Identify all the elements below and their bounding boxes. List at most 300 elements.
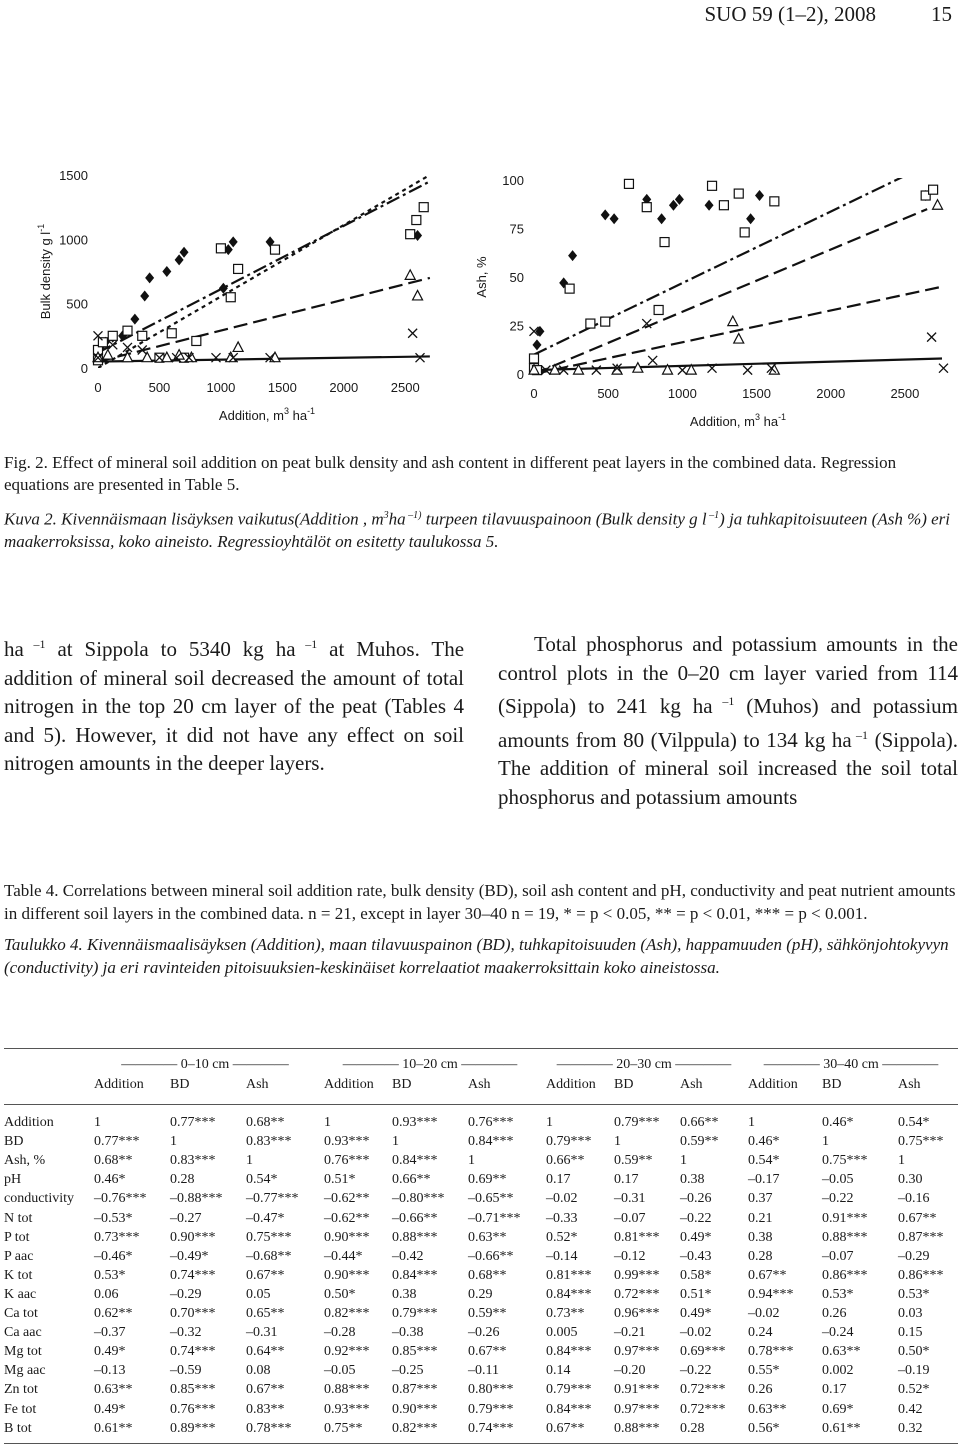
table-row-label: Mg aac [4, 1363, 46, 1379]
table-cell: –0.02 [546, 1191, 578, 1207]
table-cell: 0.80*** [468, 1382, 514, 1398]
table-cell: 0.28 [748, 1248, 773, 1264]
table-cell: 0.28 [680, 1420, 705, 1436]
table-cell: 0.42 [898, 1401, 923, 1417]
table-cell: 0.86*** [822, 1267, 868, 1283]
data-point-diamond [229, 236, 238, 247]
table-cell: 0.91*** [614, 1382, 660, 1398]
figure-caption-fi-sup: 3 [383, 510, 389, 521]
body-text-sup: –1 [23, 637, 46, 651]
data-point-x [927, 333, 936, 342]
table-cell: 0.75*** [898, 1134, 944, 1150]
table-cell: 0.90*** [324, 1229, 370, 1245]
table-cell: 0.93*** [392, 1115, 438, 1130]
regression-line-dashed [534, 209, 927, 374]
table-row-label: K tot [4, 1267, 33, 1283]
table-cell: –0.26 [680, 1191, 712, 1207]
table-cell: –0.12 [614, 1248, 646, 1264]
table-cell: 1 [680, 1153, 687, 1169]
table-cell: 0.74*** [468, 1420, 514, 1436]
table-cell: –0.62** [324, 1191, 370, 1207]
table-cell: 0.82*** [324, 1306, 370, 1321]
table-column-header: Addition [546, 1077, 596, 1092]
table-cell: 0.06 [94, 1286, 119, 1302]
data-point-diamond [705, 200, 714, 211]
table-cell: 0.85*** [170, 1382, 216, 1398]
body-text-left-column [4, 630, 464, 778]
table-bottom-rule [4, 1443, 958, 1444]
table-cell: 1 [546, 1115, 553, 1130]
table-cell: 0.49* [680, 1306, 712, 1321]
data-point-triangle [233, 342, 243, 352]
data-point-square [624, 179, 633, 188]
x-tick-label: 0 [94, 380, 102, 395]
table-cell: –0.44* [324, 1248, 363, 1264]
ash-content-scatter-chart [470, 160, 960, 450]
table-cell: 0.88*** [822, 1229, 868, 1245]
y-axis-label: Ash, % [474, 256, 489, 298]
table-cell: 0.38 [748, 1229, 773, 1245]
table-cell: 1 [614, 1134, 621, 1150]
table-cell: 0.59** [680, 1134, 719, 1150]
body-text-sup: –1 [295, 637, 318, 651]
table-row-label: K aac [4, 1286, 37, 1302]
regression-line-dashed [98, 278, 430, 362]
table-cell: 0.88*** [324, 1382, 370, 1398]
table-column-header: BD [170, 1077, 190, 1092]
page-number: 15 [931, 2, 952, 26]
table-row-label: BD [4, 1134, 24, 1150]
data-point-square [167, 329, 176, 338]
data-point-square [138, 331, 147, 340]
table-cell: 0.73** [546, 1306, 585, 1321]
table-cell: 0.24 [748, 1325, 773, 1341]
table-cell: 0.63** [94, 1382, 133, 1398]
body-text-part: (Muhos) and potassium amounts from 80 (Vilppula) to 134 kg ha [498, 694, 959, 752]
table-cell: –0.62** [324, 1210, 370, 1226]
table-column-header: BD [614, 1077, 634, 1092]
regression-line-dotted [98, 175, 430, 368]
table-cell: 0.03 [898, 1306, 923, 1321]
table-row-label: Fe tot [4, 1401, 37, 1417]
table-cell: 0.88*** [392, 1229, 438, 1245]
data-point-square [234, 264, 243, 273]
data-point-triangle [142, 352, 152, 362]
data-point-square [192, 336, 201, 345]
x-tick-label: 2500 [390, 380, 420, 395]
table-cell: 0.74*** [170, 1267, 216, 1283]
x-axis-label-sup: 3 [283, 406, 289, 416]
table-cell: 0.67** [546, 1420, 585, 1436]
data-point-square [565, 284, 574, 293]
table-cell: –0.71*** [468, 1210, 521, 1226]
body-text-sup: –1 [712, 694, 735, 708]
y-tick-label: 100 [502, 173, 524, 188]
data-point-x [592, 366, 601, 375]
data-point-triangle [103, 350, 113, 360]
data-point-diamond [568, 250, 577, 261]
table-cell: –0.25 [392, 1363, 424, 1379]
table-cell: 0.79*** [614, 1115, 660, 1130]
table-cell: 0.73*** [94, 1229, 140, 1245]
data-point-square [406, 230, 415, 239]
y-tick-label: 0 [80, 361, 88, 376]
table-cell: –0.88*** [170, 1191, 223, 1207]
table-cell: 0.84*** [392, 1153, 438, 1169]
table-cell: 0.74*** [170, 1344, 216, 1360]
table-cell: –0.42 [392, 1248, 424, 1264]
table-cell: 0.59** [468, 1306, 507, 1321]
table-cell: 0.84*** [392, 1267, 438, 1283]
table-cell: 0.92*** [324, 1344, 370, 1360]
table-cell: 0.52* [898, 1382, 930, 1398]
table-cell: –0.22 [680, 1210, 712, 1226]
table-cell: 0.81*** [546, 1267, 592, 1283]
table-cell: 0.99*** [614, 1267, 660, 1283]
table-cell: 0.93*** [324, 1134, 370, 1150]
table-row-label: Ca aac [4, 1325, 42, 1341]
table-cell: 0.72*** [680, 1382, 726, 1398]
x-tick-label: 0 [530, 386, 538, 401]
table-cell: 0.66** [546, 1153, 585, 1169]
table-group-header: ———— 20–30 cm ———— [556, 1057, 732, 1072]
table-group-header: ———— 10–20 cm ———— [342, 1057, 518, 1072]
table-cell: 0.76*** [468, 1115, 514, 1130]
data-point-square [419, 203, 428, 212]
x-tick-label: 1500 [267, 380, 297, 395]
y-tick-label: 0 [516, 367, 524, 382]
table-cell: 0.83*** [170, 1153, 216, 1169]
table-cell: 0.08 [246, 1363, 271, 1379]
table-cell: 0.89*** [170, 1420, 216, 1436]
table-cell: 0.17 [614, 1172, 639, 1188]
x-tick-label: 2500 [890, 386, 920, 401]
table-cell: –0.27 [170, 1210, 202, 1226]
data-point-triangle [612, 365, 622, 375]
table-cell: –0.38 [392, 1325, 424, 1341]
y-tick-label: 1000 [59, 232, 88, 248]
table-cell: 0.26 [822, 1306, 847, 1321]
table-cell: –0.11 [468, 1363, 499, 1379]
table-cell: 0.37 [748, 1191, 773, 1207]
table-cell: –0.02 [748, 1306, 780, 1321]
table-row-label: pH [4, 1172, 22, 1188]
data-point-square [226, 293, 235, 302]
table-cell: –0.21 [614, 1325, 646, 1341]
figure-caption-fi-part: ) ja tuhkapitoisuuteen (Ash %) eri maakerroksissa, koko aineisto. Regressioyhtälöt on esitetty taulukossa 5. [4, 509, 951, 551]
table-cell: 0.05 [246, 1286, 271, 1302]
data-point-triangle [405, 270, 415, 280]
table-cell: 0.63** [822, 1344, 861, 1360]
x-axis-label-sup: -1 [307, 406, 316, 416]
x-axis-label-sup: -1 [778, 412, 787, 422]
table-cell: –0.19 [898, 1363, 930, 1379]
table-cell: 0.76*** [324, 1153, 370, 1169]
table-cell: 0.21 [748, 1210, 773, 1226]
table-cell: 0.64** [246, 1344, 285, 1360]
table-cell: –0.20 [614, 1363, 646, 1379]
table-cell: –0.22 [822, 1191, 854, 1207]
data-point-diamond [535, 326, 544, 337]
table-row-label: Ash, % [4, 1153, 46, 1169]
table-cell: –0.22 [680, 1363, 712, 1379]
data-point-diamond [532, 339, 541, 350]
body-text-part: Total phosphorus and potassium amounts in the control plots in the 0–20 cm layer varied from 114 (Sippola) to 241 kg ha [498, 632, 958, 718]
table-row-label: Zn tot [4, 1382, 38, 1398]
table-cell: –0.80*** [392, 1191, 445, 1207]
table-cell: 0.58* [680, 1267, 712, 1283]
table-cell: 1 [246, 1153, 253, 1169]
table-cell: 0.69** [468, 1172, 507, 1188]
table-cell: 0.17 [822, 1382, 847, 1398]
data-point-diamond [610, 213, 619, 224]
table-cell: 0.76*** [170, 1401, 216, 1417]
x-tick-label: 2000 [329, 380, 359, 395]
table-cell: 0.53* [822, 1286, 854, 1302]
table-cell: 0.54* [748, 1153, 780, 1169]
table-cell: –0.16 [898, 1191, 930, 1207]
table-cell: 0.49* [680, 1229, 712, 1245]
table-cell: 0.69* [822, 1401, 854, 1417]
y-tick-label: 25 [509, 318, 524, 334]
table-cell: –0.65** [468, 1191, 514, 1207]
table-cell: –0.46* [94, 1248, 133, 1264]
table-cell: 0.49* [94, 1401, 126, 1417]
data-point-square [108, 331, 117, 340]
table-cell: 0.69*** [680, 1344, 726, 1360]
table-cell: 0.62** [94, 1306, 133, 1321]
table-cell: 0.17 [546, 1172, 571, 1188]
body-text-right-column [498, 630, 958, 811]
figure-caption-fi-part: Kuva 2. Kivennäismaan lisäyksen vaikutus(Addition , m [4, 509, 384, 529]
table-cell: 0.32 [898, 1420, 923, 1436]
table-cell: 0.70*** [170, 1306, 216, 1321]
data-point-square [412, 216, 421, 225]
table-row-label: Mg tot [4, 1344, 42, 1360]
table-cell: 0.54* [898, 1115, 930, 1130]
table-cell: 0.54* [246, 1172, 278, 1188]
table-cell: 0.52* [546, 1229, 578, 1245]
table-cell: 0.87*** [898, 1229, 944, 1245]
table-cell: 0.79*** [468, 1401, 514, 1417]
x-tick-label: 500 [597, 386, 620, 401]
y-tick-label: 50 [509, 270, 524, 285]
table-cell: –0.17 [748, 1172, 780, 1188]
data-point-triangle [734, 334, 744, 344]
table-cell: –0.37 [94, 1325, 126, 1341]
table-cell: 0.50* [898, 1344, 930, 1360]
table-cell: 0.46* [822, 1115, 854, 1130]
table-cell: 0.46* [94, 1172, 126, 1188]
body-text-part: at Sippola to 5340 kg ha [45, 637, 296, 661]
data-point-x [743, 366, 752, 375]
table-cell: 1 [468, 1153, 475, 1169]
figure-caption-en: Fig. 2. Effect of mineral soil addition on peat bulk density and ash content in different peat layers in the combined data. Regression equations are presented in Table 5. [4, 453, 897, 494]
data-point-diamond [145, 272, 154, 283]
data-point-square [642, 203, 651, 212]
table-cell: –0.13 [94, 1363, 126, 1379]
figure-caption-fi [4, 505, 956, 553]
data-point-diamond [175, 254, 184, 265]
table-cell: –0.68** [246, 1248, 292, 1264]
table-cell: 0.30 [898, 1172, 923, 1188]
bulk-density-scatter-chart [0, 150, 470, 440]
table-cell: 0.78*** [748, 1344, 794, 1360]
table-cell: –0.05 [324, 1363, 356, 1379]
table-cell: 0.90*** [170, 1229, 216, 1245]
data-point-x [211, 353, 220, 362]
table-row-label: P tot [4, 1229, 30, 1245]
table-cell: 0.81*** [614, 1229, 660, 1245]
table-cell: 0.67** [468, 1344, 507, 1360]
data-point-diamond [140, 290, 149, 301]
table-cell: –0.24 [822, 1325, 854, 1341]
table-cell: 0.84*** [546, 1401, 592, 1417]
data-point-square [708, 181, 717, 190]
table-column-header: Ash [246, 1077, 269, 1092]
journal-name: SUO 59 (1–2), 2008 [704, 2, 876, 26]
table-column-header: Addition [324, 1077, 374, 1092]
table-cell: 0.94*** [748, 1286, 794, 1302]
data-point-square [740, 228, 749, 237]
body-text-part: at Muhos. The addition of mineral soil decreased the amount of total nitrogen in the top 20 cm layer of the peat (Tables 4 and 5). However, it did not have any effect on soil nitrogen amounts in the deeper layers. [4, 637, 465, 775]
table-cell: 0.90*** [324, 1267, 370, 1283]
table-column-header: Addition [94, 1077, 144, 1092]
table-cell: 0.63** [748, 1401, 787, 1417]
table-cell: 1 [392, 1134, 399, 1150]
table-cell: 1 [748, 1115, 755, 1130]
x-axis-label-part: ha [288, 408, 308, 423]
table-cell: 0.66** [680, 1115, 719, 1130]
table-column-header: Addition [748, 1077, 798, 1092]
table-cell: 0.67** [748, 1267, 787, 1283]
table-cell: –0.66** [468, 1248, 514, 1264]
table-cell: –0.76*** [94, 1191, 147, 1207]
table-cell: –0.43 [680, 1248, 712, 1264]
table-cell: 0.002 [822, 1363, 854, 1379]
table-cell: 0.88*** [614, 1420, 660, 1436]
table-cell: 0.68** [94, 1153, 133, 1169]
y-tick-label: 75 [509, 221, 524, 237]
table-cell: 0.77*** [170, 1115, 216, 1130]
y-axis-label: Bulk density g $l^{-1}$ [36, 223, 53, 320]
table-cell: 0.61** [94, 1420, 133, 1436]
data-point-square [734, 189, 743, 198]
x-tick-label: 500 [148, 380, 171, 395]
table-cell: –0.07 [614, 1210, 646, 1226]
table-cell: 0.96*** [614, 1306, 660, 1321]
data-point-square [601, 317, 610, 326]
table-cell: 0.84*** [546, 1286, 592, 1302]
table-cell: –0.47* [246, 1210, 285, 1226]
table-cell: 0.55* [748, 1363, 780, 1379]
table-cell: –0.53* [94, 1210, 133, 1226]
x-tick-label: 2000 [816, 386, 846, 401]
table-top-rule [4, 1048, 958, 1049]
table-cell: –0.29 [170, 1286, 202, 1302]
figure-caption [4, 452, 956, 553]
data-point-square [216, 244, 225, 253]
table-cell: 0.79*** [546, 1134, 592, 1150]
table-cell: 0.86*** [898, 1267, 944, 1283]
table-cell: –0.29 [898, 1248, 930, 1264]
table-column-header: BD [392, 1077, 412, 1092]
table-cell: 1 [170, 1134, 177, 1150]
table-row-label: Ca tot [4, 1306, 38, 1321]
x-tick-label: 1500 [742, 386, 772, 401]
body-text-sup: –1 [851, 727, 869, 742]
table-cell: 0.79*** [392, 1306, 438, 1321]
data-point-triangle [933, 200, 943, 210]
data-point-diamond [180, 247, 189, 258]
table-cell: 1 [822, 1134, 829, 1150]
data-point-x [939, 364, 948, 373]
table-cell: 0.82*** [392, 1420, 438, 1436]
table-cell: 0.63** [468, 1229, 507, 1245]
table-row-label: P aac [4, 1248, 34, 1264]
table-cell: 0.14 [546, 1363, 571, 1379]
table-cell: 0.72*** [614, 1286, 660, 1302]
table-caption-fi: Taulukko 4. Kivennäismaalisäyksen (Addition), maan tilavuuspainon (BD), tuhkapitoisuuden (Ash), happamuuden (pH), sähkönjohtokyvyn (conductivity) ja eri ravinteiden pitoisuuksien-keskinäiset korrelaatiot maakerroksittain koko aineistossa. [4, 935, 949, 977]
data-point-square [123, 326, 132, 335]
table-cell: –0.05 [822, 1172, 854, 1188]
data-point-x [648, 356, 657, 365]
table-cell: 0.83*** [246, 1134, 292, 1150]
table-cell: –0.33 [546, 1210, 578, 1226]
data-point-diamond [746, 213, 755, 224]
table-cell: 1 [324, 1115, 331, 1130]
x-tick-label: 1000 [667, 386, 697, 401]
table-row-label: N tot [4, 1210, 33, 1226]
table-cell: –0.31 [614, 1191, 646, 1207]
data-point-triangle [413, 290, 423, 300]
table-cell: 0.84*** [468, 1134, 514, 1150]
table-cell: 0.15 [898, 1325, 923, 1341]
y-tick-label: 500 [66, 296, 88, 312]
table-cell: 0.75** [324, 1420, 363, 1436]
table-cell: 0.68** [246, 1115, 285, 1130]
table-cell: 0.46* [748, 1134, 780, 1150]
data-point-square [719, 201, 728, 210]
table-cell: 0.91*** [822, 1210, 868, 1226]
table-cell: –0.07 [822, 1248, 854, 1264]
table-cell: 0.51* [680, 1286, 712, 1302]
table-cell: –0.32 [170, 1325, 202, 1341]
table-cell: 0.51* [324, 1172, 356, 1188]
table-column-header: Ash [468, 1077, 491, 1092]
table-cell: –0.14 [546, 1248, 578, 1264]
table-cell: 0.67** [898, 1210, 937, 1226]
data-point-square [929, 185, 938, 194]
table-cell: 0.83** [246, 1401, 285, 1417]
table-cell: 1 [898, 1153, 905, 1169]
table-cell: –0.28 [324, 1325, 356, 1341]
figure-caption-fi-part: ha [388, 509, 406, 529]
table-header-rule [4, 1104, 958, 1105]
table-cell: 0.79*** [546, 1382, 592, 1398]
data-point-diamond [130, 314, 139, 325]
table-cell: 0.29 [468, 1286, 493, 1302]
data-point-diamond [219, 283, 228, 294]
table-cell: 0.65** [246, 1306, 285, 1321]
table-cell: –0.66** [392, 1210, 438, 1226]
table-cell: –0.59 [170, 1363, 202, 1379]
table-column-header: Ash [898, 1077, 921, 1092]
table-cell: 0.87*** [392, 1382, 438, 1398]
table-cell: 0.93*** [324, 1401, 370, 1417]
data-point-diamond [755, 190, 764, 201]
table-cell: 0.85*** [392, 1344, 438, 1360]
